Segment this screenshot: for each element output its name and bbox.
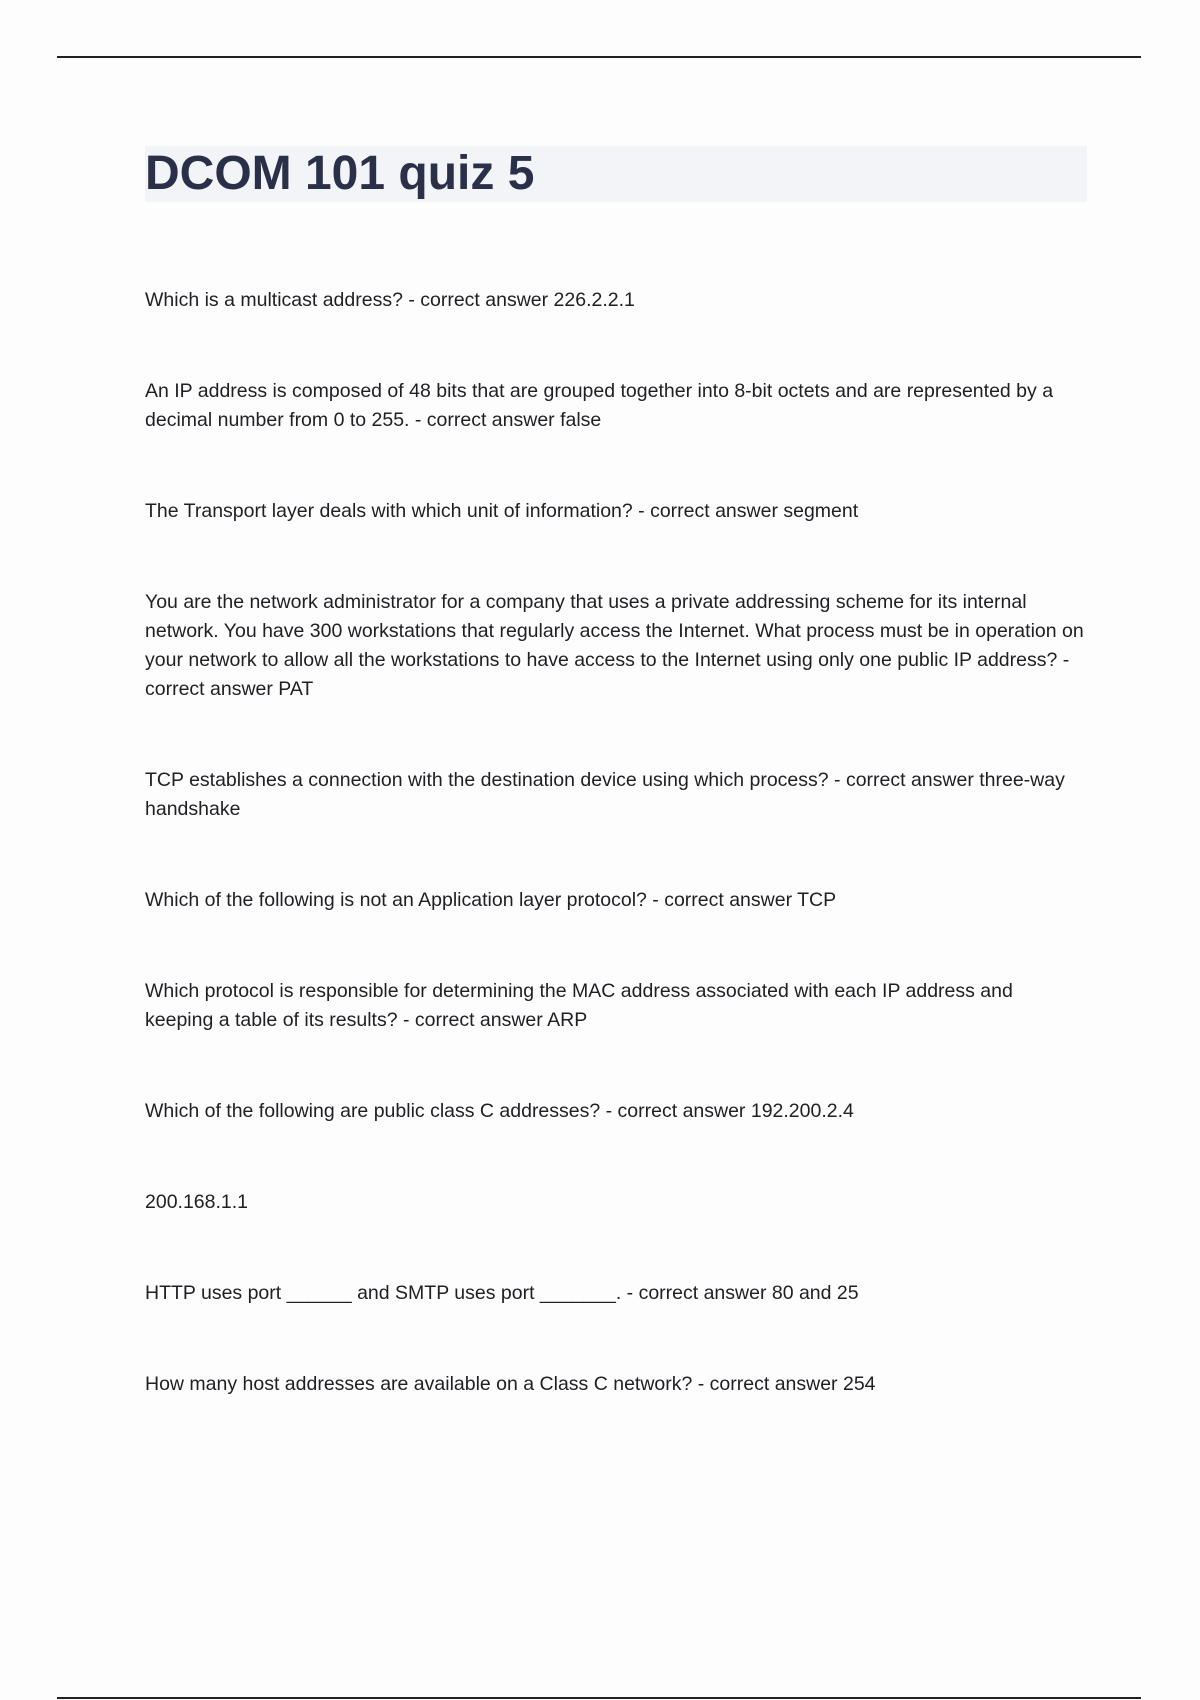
document-title: DCOM 101 quiz 5 [145,147,535,200]
quiz-item: HTTP uses port ______ and SMTP uses port _______. - correct answer 80 and 25 [145,1282,859,1304]
quiz-item: Which of the following is not an Application layer protocol? - correct answer TCP [145,889,837,911]
quiz-content [145,286,1085,1399]
quiz-item: 200.168.1.1 [145,1191,249,1213]
quiz-item: The Transport layer deals with which unit of information? - correct answer segment [145,500,859,522]
page-bottom-rule [57,1697,1141,1699]
quiz-item: Which of the following are public class C addresses? - correct answer 192.200.2.4 [145,1100,854,1122]
quiz-item: You are the network administrator for a company that uses a private addressing scheme for its internal network. You have 300 workstations that regularly access the Internet. What process must be in operation on your network to allow all the workstations to have access to the Internet using only one public IP address? - correct answer PAT [145,591,1084,700]
quiz-item: Which is a multicast address? - correct answer 226.2.2.1 [145,289,635,311]
quiz-item: An IP address is composed of 48 bits that are grouped together into 8-bit octets and are represented by a decimal number from 0 to 255. - correct answer false [145,380,1054,431]
quiz-item: Which protocol is responsible for determining the MAC address associated with each IP address and keeping a table of its results? - correct answer ARP [145,980,1013,1031]
quiz-item: How many host addresses are available on a Class C network? - correct answer 254 [145,1373,876,1395]
page-top-rule [57,56,1141,58]
quiz-item: TCP establishes a connection with the destination device using which process? - correct answer three-way handshake [145,769,1065,820]
